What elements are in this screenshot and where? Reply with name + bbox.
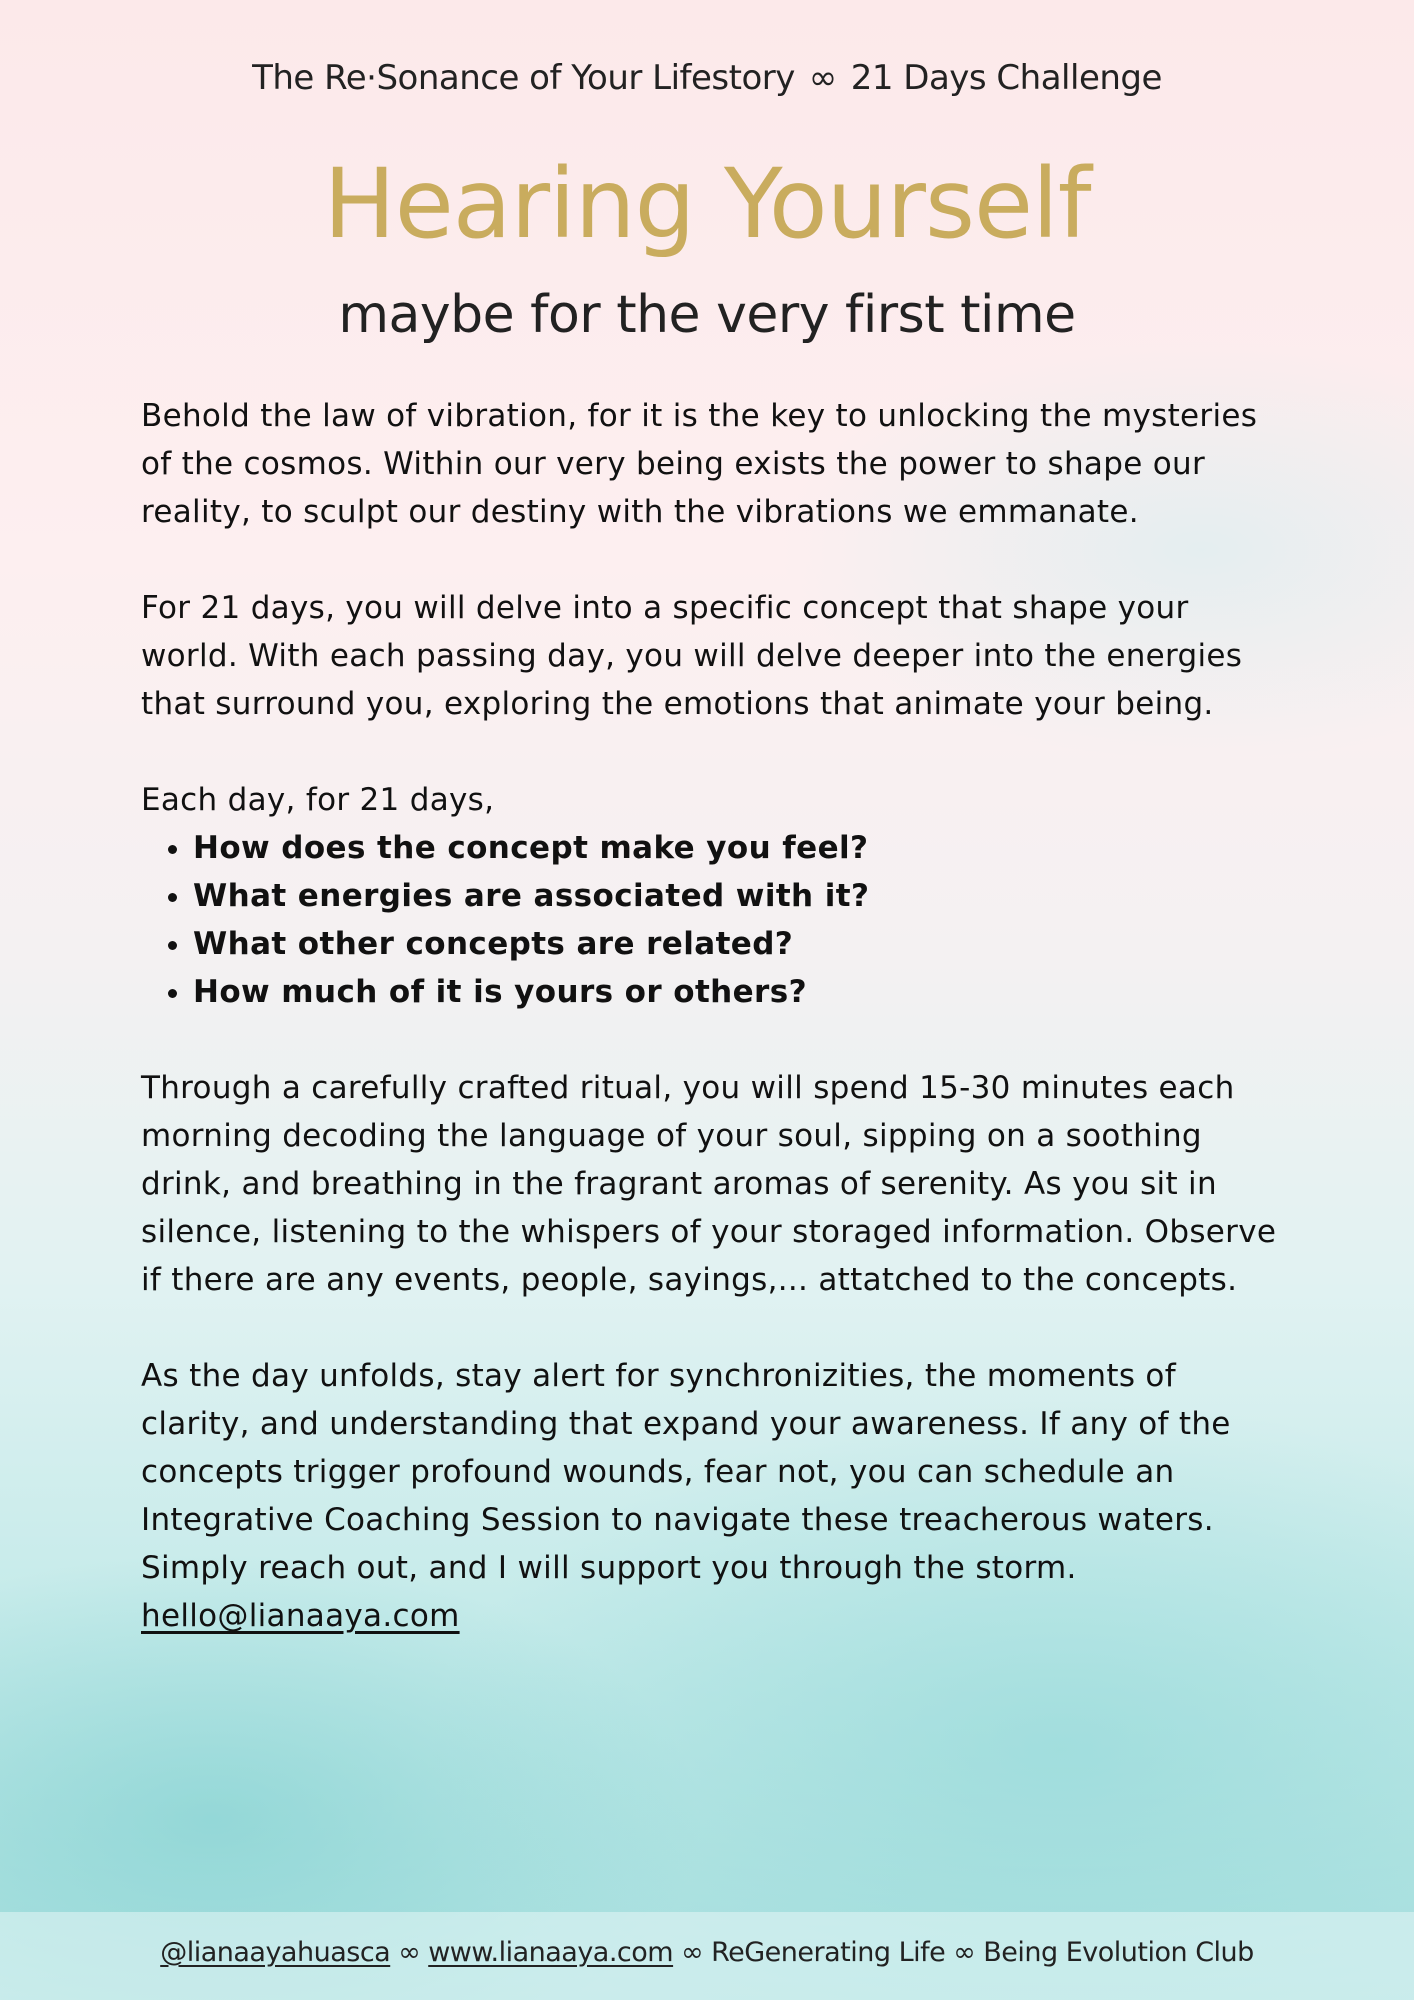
email-link[interactable]: hello@lianaaya.com: [141, 1598, 460, 1634]
header-line: [0, 58, 1414, 98]
infinity-separator: ∞: [398, 1937, 421, 1968]
list-item: • What energies are associated with it?: [193, 872, 1281, 920]
website-link[interactable]: www.lianaaya.com: [428, 1937, 674, 1968]
intro-paragraph: Behold the law of vibration, for it is the key to unlocking the mysteries of the cosmos. Within our very being exists the power to shape our reality, to sculpt our destiny with the vibrations we emmanate.: [141, 398, 1258, 530]
infinity-separator: ∞: [953, 1937, 976, 1968]
list-item: • How much of it is yours or others?: [193, 968, 1281, 1016]
series-title: The Re·Sonance of Your Lifestory: [252, 58, 795, 98]
list-item: • How does the concept make you feel?: [193, 824, 1281, 872]
challenge-label: 21 Days Challenge: [850, 58, 1162, 98]
infinity-separator: ∞: [808, 58, 837, 98]
list-item: • What other concepts are related?: [193, 920, 1281, 968]
ritual-paragraph: Through a carefully crafted ritual, you will spend 15-30 minutes each morning decoding the language of your soul, sipping on a soothing drink, and breathing in the fragrant aromas of serenity. As you sit in silence, listening to the whispers of your storaged information. Observe if there are any events, people, sayings,... attatched to the concepts.: [141, 1070, 1277, 1298]
support-paragraph: [141, 1352, 1281, 1640]
page-subtitle: maybe for the very first time: [338, 285, 1076, 345]
support-text: As the day unfolds, stay alert for synchronizities, the moments of clarity, and understanding that expand your awareness. If any of the concepts trigger profound wounds, fear not, you can schedule an Integrative Coaching Session to navigate these treacherous waters. Simply reach out, and I will support you through the storm.: [141, 1358, 1231, 1586]
list-intro: Each day, for 21 days,: [141, 782, 495, 818]
tagline-club: Being Evolution Club: [983, 1937, 1254, 1968]
question-list: [141, 824, 1281, 1016]
infinity-separator: ∞: [681, 1937, 704, 1968]
social-handle-link[interactable]: @lianaayahuasca: [160, 1937, 391, 1968]
challenge-paragraph: For 21 days, you will delve into a specific concept that shape your world. With each passing day, you will delve deeper into the energies that surround you, exploring the emotions that animate your being.: [141, 590, 1243, 722]
page-title: Hearing Yourself: [323, 148, 1091, 260]
footer: [0, 1937, 1414, 1968]
body-content: [141, 392, 1281, 1688]
tagline-regenerating: ReGenerating Life: [711, 1937, 946, 1968]
